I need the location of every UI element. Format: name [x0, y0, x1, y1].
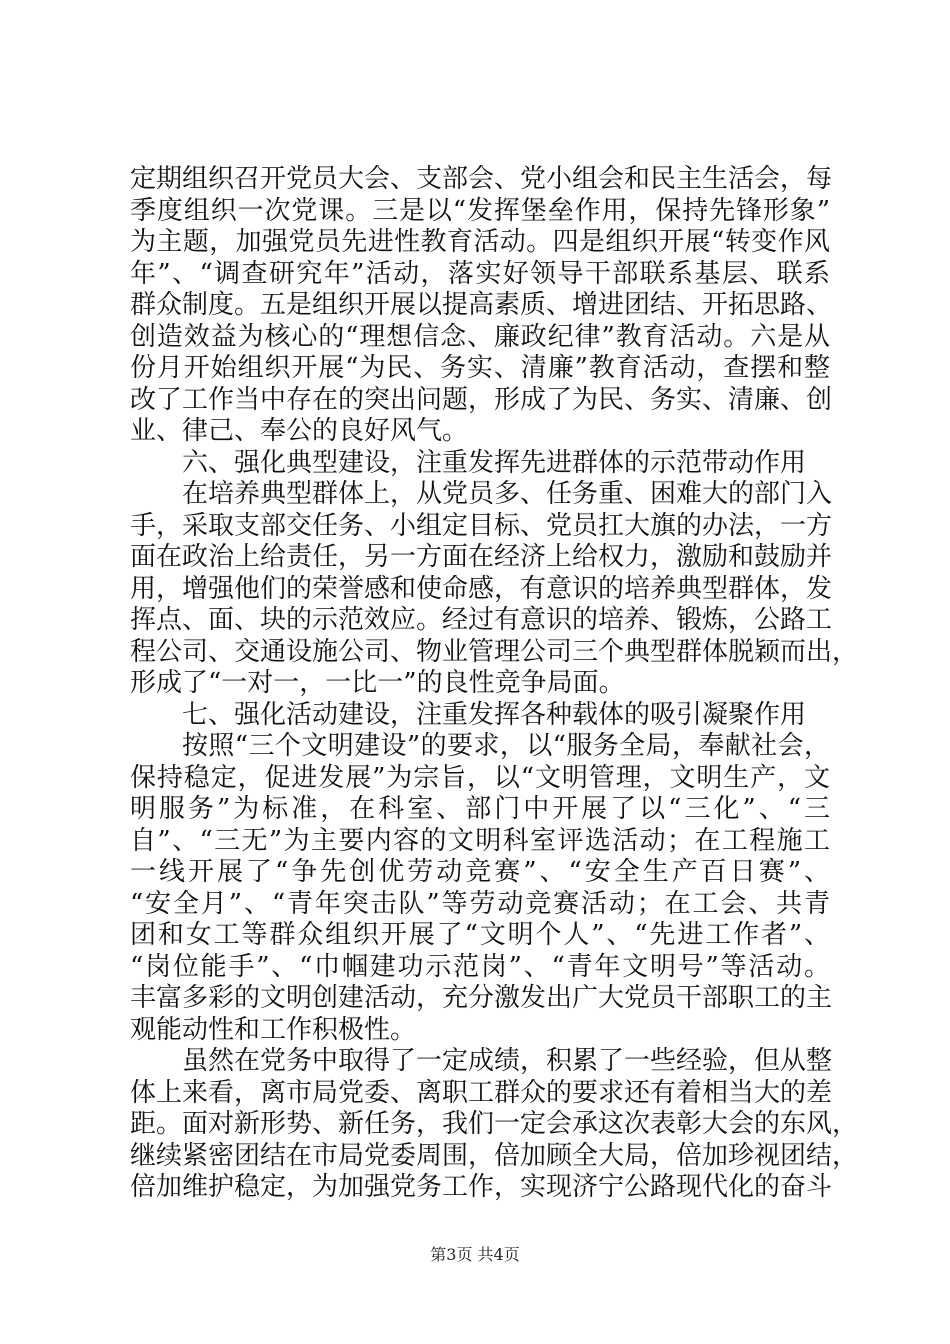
body-line: 挥点、面、块的示范效应。经过有意识的培养、锻炼，公路工 — [130, 605, 833, 635]
body-line: 改了工作当中存在的突出问题，形成了为民、务实、清廉、创 — [130, 384, 833, 415]
body-line: 用，增强他们的荣誉感和使命感，有意识的培养典型群体，发 — [130, 573, 833, 604]
body-line: 明服务”为标准，在科室、部门中开展了以“三化”、“三 — [130, 794, 830, 824]
body-line: 份月开始组织开展“为民、务实、清廉”教育活动，查摆和整 — [130, 353, 830, 383]
body-line: 定期组织召开党员大会、支部会、党小组会和民主生活会，每 — [130, 164, 833, 194]
body-line: “安全月”、“青年突击队”等劳动竞赛活动；在工会、共青 — [130, 888, 830, 919]
body-line: 面在政治上给责任，另一方面在经济上给权力，激励和鼓励并 — [130, 542, 833, 572]
body-line: 一线开展了“争先创优劳动竞赛”、“安全生产百日赛”、 — [130, 857, 830, 887]
body-line: 继续紧密团结在市局党委周围，倍加顾全大局，倍加珍视团结， — [130, 1140, 859, 1171]
body-line: 保持稳定，促进发展”为宗旨，以“文明管理，文明生产，文 — [130, 762, 830, 793]
page-number-footer: 第3页 共4页 — [430, 1245, 520, 1264]
body-line: 观能动性和工作积极性。 — [130, 1014, 417, 1045]
body-line: 形成了“一对一，一比一”的良性竞争局面。 — [130, 668, 625, 698]
body-line: 团和女工等群众组织开展了“文明个人”、“先进工作者”、 — [130, 920, 830, 950]
body-line: 自”、“三无”为主要内容的文明科室评选活动；在工程施工 — [130, 825, 830, 856]
body-line: 虽然在党务中取得了一定成绩，积累了一些经验，但从整 — [182, 1046, 833, 1076]
body-line: 手，采取支部交任务、小组定目标、党员扛大旗的办法，一方 — [130, 510, 833, 541]
body-line: 程公司、交通设施公司、物业管理公司三个典型群体脱颖而出， — [130, 636, 859, 667]
body-line: 按照“三个文明建设”的要求，以“服务全局，奉献社会， — [182, 731, 830, 761]
body-line: 距。面对新形势、新任务，我们一定会承这次表彰大会的东风， — [130, 1109, 859, 1139]
body-line: 倍加维护稳定，为加强党务工作，实现济宁公路现代化的奋斗 — [130, 1172, 833, 1202]
body-line: 年”、“调查研究年”活动，落实好领导干部联系基层、联系 — [130, 258, 830, 289]
body-line: 群众制度。五是组织开展以提高素质、增进团结、开拓思路、 — [130, 290, 833, 320]
body-line: 创造效益为核心的“理想信念、廉政纪律”教育活动。六是从 — [130, 321, 830, 352]
section-heading: 六、强化典型建设，注重发挥先进群体的示范带动作用 — [182, 447, 807, 478]
body-line: 丰富多彩的文明创建活动，充分激发出广大党员干部职工的主 — [130, 983, 833, 1013]
body-line: 体上来看，离市局党委、离职工群众的要求还有着相当大的差 — [130, 1077, 833, 1108]
document-body — [130, 164, 859, 1204]
body-line: “岗位能手”、“巾帼建功示范岗”、“青年文明号”等活动。 — [130, 951, 830, 982]
section-heading: 七、强化活动建设，注重发挥各种载体的吸引凝聚作用 — [182, 699, 807, 730]
body-line: 业、律己、奉公的良好风气。 — [130, 416, 469, 446]
body-line: 为主题，加强党员先进性教育活动。四是组织开展“转变作风 — [130, 227, 830, 257]
body-line: 在培养典型群体上，从党员多、任务重、困难大的部门入 — [182, 479, 833, 509]
body-line: 季度组织一次党课。三是以“发挥堡垒作用，保持先锋形象” — [130, 195, 830, 226]
